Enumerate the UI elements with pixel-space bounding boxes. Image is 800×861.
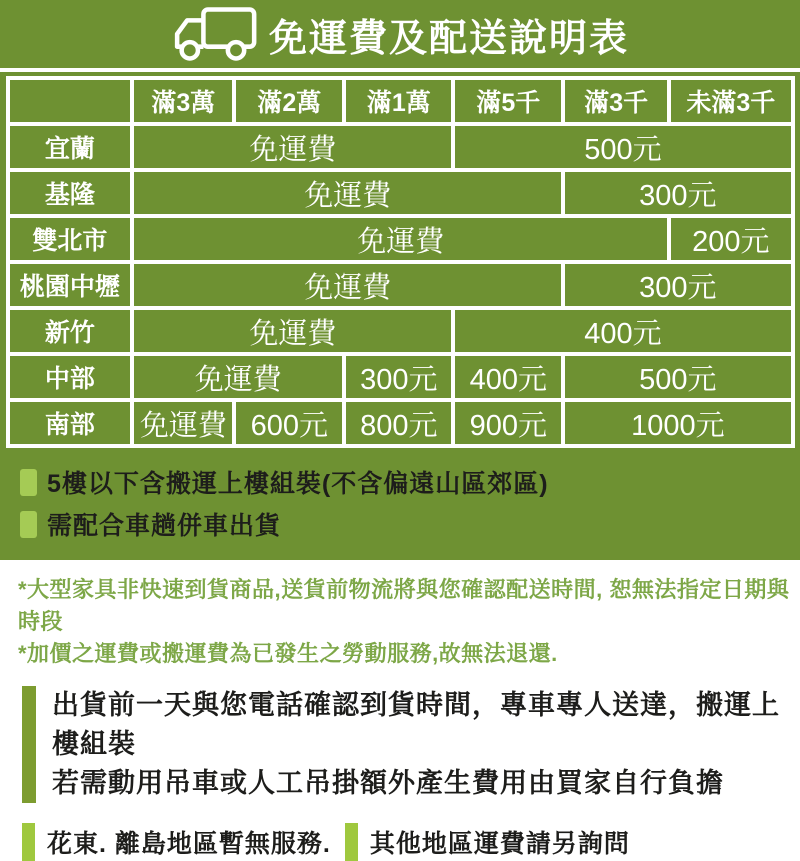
fine-print-line: *大型家具非快速到貨商品,送貨前物流將與您確認配送時間, 恕無法指定日期與時段 bbox=[18, 577, 790, 634]
title-divider bbox=[0, 68, 800, 72]
fee-cell: 免運費 bbox=[132, 400, 234, 446]
region-label: 新竹 bbox=[8, 308, 133, 354]
fee-cell: 免運費 bbox=[132, 354, 344, 400]
fee-cell: 免運費 bbox=[132, 308, 453, 354]
fee-table-body bbox=[8, 124, 793, 446]
bottom-note bbox=[22, 823, 331, 861]
shipping-fee-table bbox=[6, 76, 795, 448]
table-row bbox=[8, 124, 793, 170]
column-header: 滿5千 bbox=[453, 78, 563, 124]
column-header: 未滿3千 bbox=[669, 78, 792, 124]
table-row bbox=[8, 308, 793, 354]
fee-cell: 400元 bbox=[453, 308, 792, 354]
delivery-line: 若需動用吊車或人工吊掛額外產生費用由買家自行負擔 bbox=[52, 768, 724, 798]
bullet-icon bbox=[20, 469, 37, 496]
column-header: 滿3千 bbox=[563, 78, 669, 124]
title-bar bbox=[0, 0, 800, 68]
column-header: 滿3萬 bbox=[132, 78, 234, 124]
region-label: 宜蘭 bbox=[8, 124, 133, 170]
fee-table-head bbox=[8, 78, 793, 124]
column-header: 滿2萬 bbox=[234, 78, 344, 124]
delivery-line: 出貨前一天與您電話確認到貨時間，專車專人送達，搬運上樓組裝 bbox=[52, 690, 780, 759]
region-label: 中部 bbox=[8, 354, 133, 400]
region-label: 基隆 bbox=[8, 170, 133, 216]
fine-print-list bbox=[18, 574, 800, 670]
truck-icon bbox=[171, 5, 263, 63]
bottom-notes-row bbox=[22, 823, 800, 861]
corner-cell bbox=[8, 78, 133, 124]
bright-bar bbox=[345, 823, 358, 861]
table-row bbox=[8, 216, 793, 262]
bullet-icon bbox=[20, 511, 37, 538]
fee-cell: 500元 bbox=[563, 354, 792, 400]
fee-cell: 免運費 bbox=[132, 170, 563, 216]
bottom-note-text: 其他地區運費請另詢問 bbox=[369, 830, 630, 858]
delivery-note-lines bbox=[52, 686, 800, 803]
olive-bar bbox=[22, 686, 36, 803]
fee-cell: 800元 bbox=[344, 400, 453, 446]
fee-cell: 免運費 bbox=[132, 216, 669, 262]
table-row bbox=[8, 354, 793, 400]
footer-area bbox=[0, 560, 800, 861]
delivery-note bbox=[22, 686, 800, 803]
region-label: 桃園中壢 bbox=[8, 262, 133, 308]
bright-bar bbox=[22, 823, 35, 861]
fee-cell: 900元 bbox=[453, 400, 563, 446]
fee-cell: 300元 bbox=[563, 262, 792, 308]
fee-table-header-row bbox=[8, 78, 793, 124]
bottom-note bbox=[345, 823, 630, 861]
green-notes-list bbox=[0, 448, 800, 550]
fee-cell: 免運費 bbox=[132, 124, 453, 170]
region-label: 雙北市 bbox=[8, 216, 133, 262]
fee-cell: 300元 bbox=[344, 354, 453, 400]
fine-print-line: *加價之運費或搬運費為已發生之勞動服務,故無法退還. bbox=[18, 641, 558, 666]
column-header: 滿1萬 bbox=[344, 78, 453, 124]
table-row bbox=[8, 170, 793, 216]
fee-cell: 200元 bbox=[669, 216, 792, 262]
region-label: 南部 bbox=[8, 400, 133, 446]
bottom-note-text: 花東. 離島地區暫無服務. bbox=[47, 830, 331, 858]
fee-cell: 1000元 bbox=[563, 400, 792, 446]
page-title: 免運費及配送說明表 bbox=[268, 17, 629, 60]
note-text: 需配合車趟併車出貨 bbox=[47, 512, 282, 540]
fee-cell: 免運費 bbox=[132, 262, 563, 308]
fee-cell: 400元 bbox=[453, 354, 563, 400]
fee-cell: 300元 bbox=[563, 170, 792, 216]
fee-cell: 500元 bbox=[453, 124, 792, 170]
table-row bbox=[8, 400, 793, 446]
green-note bbox=[20, 464, 800, 500]
table-row bbox=[8, 262, 793, 308]
green-note bbox=[20, 506, 800, 542]
note-text: 5樓以下含搬運上樓組裝(不含偏遠山區郊區) bbox=[47, 470, 549, 498]
fee-cell: 600元 bbox=[234, 400, 344, 446]
